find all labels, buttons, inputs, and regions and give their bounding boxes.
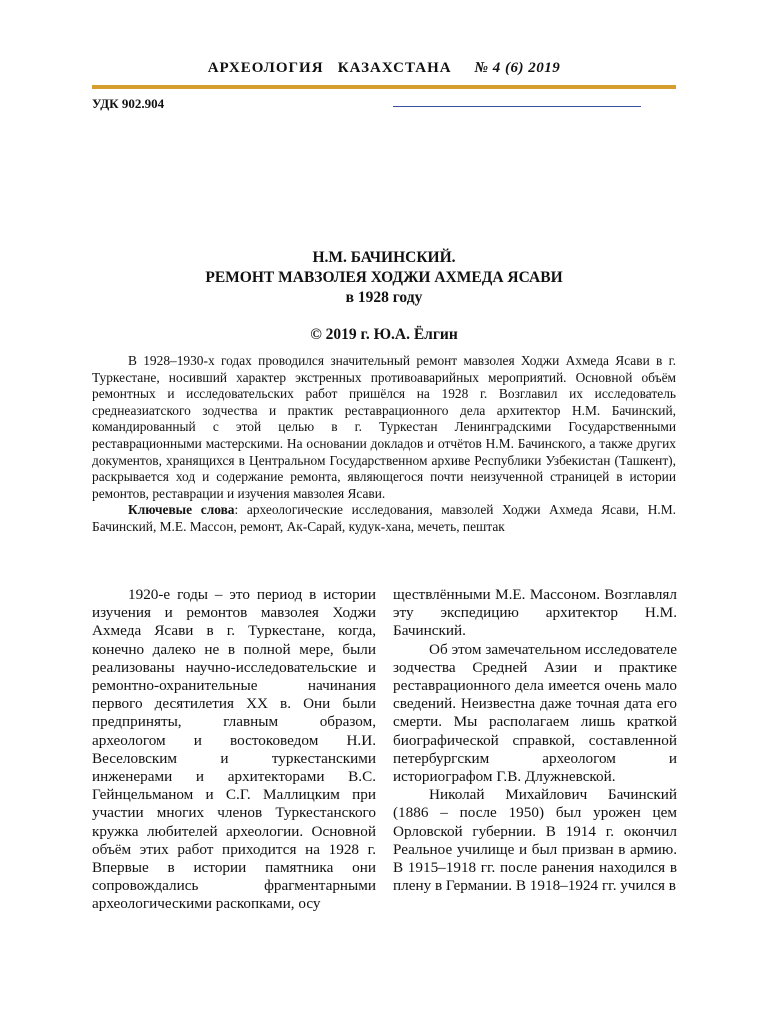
issue-number: № 4 (6) 2019 [474,60,561,76]
abstract [92,353,676,536]
body-paragraph: Николай Михайлович Бачинский (1886 – после 1950) был урожен цем Орловской губернии. В 1914 г. окончил Реальное училище и был призван в армию. В 1915–1918 гг. после ранения находился в плену в Германии. В 1918–1924 гг. учился в [393,786,677,895]
title-line: Н.М. БАЧИНСКИЙ. [312,249,456,266]
udk-code: УДК 902.904 [92,96,165,111]
article-title [0,248,768,308]
body-paragraph: Об этом замечательном исследователе зодчества Средней Азии и практике реставрационного дела имеется очень мало сведений. Неизвестна даже точная дата его смерти. Мы располагаем лишь краткой биографической справкой, составленной петербургским археологом и историографом Г.В. Длужневской. [393,640,677,786]
body-paragraph: ществлёнными М.Е. Массоном. Возглавлял эту экспедицию архитектор Н.М. Бачинский. [393,586,677,640]
keywords [92,502,676,535]
journal-title: АРХЕОЛОГИЯ КАЗАХСТАНА [207,60,452,76]
keywords-list: : археологические исследования, мавзолей Ходжи Ахмеда Ясави, Н.М. Бачинский, М.Е. Массон, ремонт, Ак-Сарай, кудук-хана, мечеть, пештак [92,502,676,534]
abstract-text: В 1928–1930-х годах проводился значительный ремонт мавзолея Ходжи Ахмеда Ясави в г. Туркестане, носивший характер экстренных противоаварийных мероприятий. Основной объём ремонтных и исследовательских работ пришёлся на 1928 г. Возглавил их исследователь среднеазиатского зодчества и практик реставрационного дела архитектор Н.М. Бачинский, командированный с этой целью в г. Туркестан Ленинградскими Государственными реставрационными мастерскими. На основании докладов и отчётов Н.М. Бачинского, а также других документов, хранящихся в Центральном Государственном архиве Республики Узбекистан (Ташкент), раскрывается ход и содержание ремонта, являющегося почти неизученной страницей в истории ремонтов, реставрации и изучения мавзолея Ясави. [92,353,676,501]
author-line: © 2019 г. Ю.А. Ёлгин [310,326,458,343]
keywords-label: Ключевые слова [128,502,235,518]
title-line: в 1928 году [345,289,423,306]
body-paragraph: 1920-е годы – это период в истории изучения и ремонтов мавзолея Ходжи Ахмеда Ясави в г. Туркестане, когда, конечно далеко не в полной мере, были реализованы научно-исследовательские и ремонтно-охранительные начинания первого десятилетия XX в. Они были предприняты, главным образом, археологом и востоковедом Н.И. Веселовским и туркестанскими инженерами и архитекторами В.С. Гейнцельманом и С.Г. Маллицким при участии многих членов Туркестанского кружка любителей археологии. Основной объём этих работ приходится на 1928 г. Впервые в истории памятника они сопровождались фрагментарными археологическими раскопками, осу [92,586,376,913]
body-column-left [92,586,376,914]
journal-header [0,60,768,77]
body-column-right [393,586,677,895]
title-line: РЕМОНТ МАВЗОЛЕЯ ХОДЖИ АХМЕДА ЯСАВИ [205,269,563,286]
udk-underline [393,106,641,107]
header-rule [92,85,676,89]
